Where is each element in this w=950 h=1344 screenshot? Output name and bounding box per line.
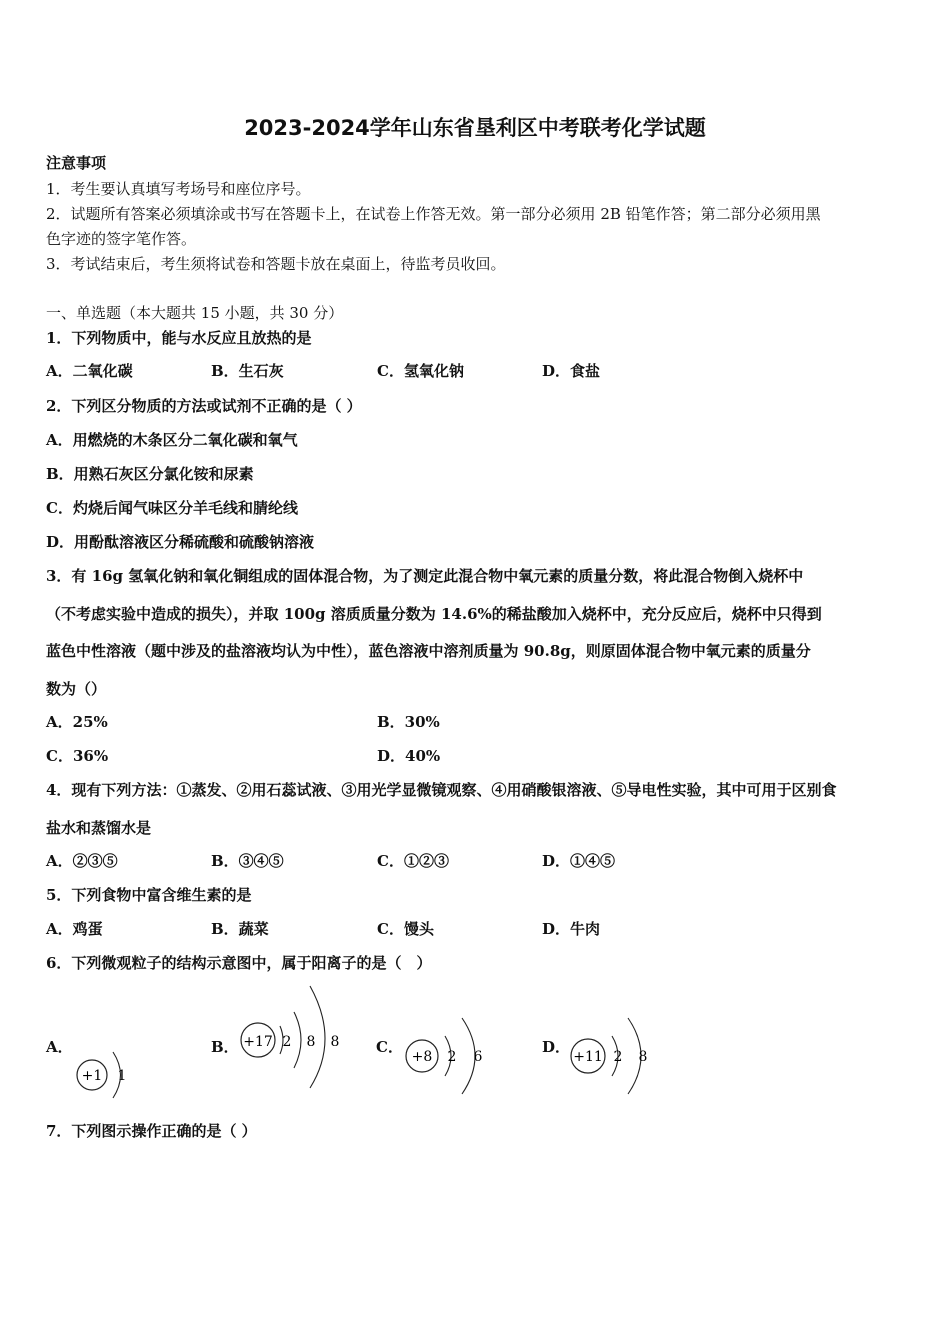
- electron-count: 2: [282, 1034, 292, 1050]
- atom-diagram-d: [568, 1014, 668, 1098]
- atom-b-svg: [236, 982, 356, 1092]
- electron-count: 8: [638, 1049, 648, 1065]
- q5-option-b: B．蔬菜: [211, 920, 269, 938]
- question-3-line: 数为（）: [46, 680, 107, 698]
- q6-option-a-label: A．: [46, 1038, 73, 1056]
- question-2-stem: 2．下列区分物质的方法或试剂不正确的是（ ）: [46, 397, 362, 415]
- q1-option-b: B．生石灰: [211, 362, 284, 380]
- q3-option-b: B．30%: [377, 713, 440, 731]
- nucleus-charge: +11: [573, 1049, 603, 1065]
- q3-option-a: A．25%: [46, 713, 108, 731]
- question-6-stem: 6．下列微观粒子的结构示意图中，属于阳离子的是（ ）: [46, 954, 432, 972]
- q4-option-d: D．①④⑤: [542, 852, 616, 870]
- electron-count: 1: [117, 1068, 127, 1084]
- atom-diagram-c: [402, 1014, 502, 1098]
- q3-option-d: D．40%: [377, 747, 441, 765]
- question-3-line: 3．有 16g 氢氧化钠和氧化铜组成的固体混合物，为了测定此混合物中氧元素的质量分数，将此混合物倒入烧杯中: [46, 567, 804, 585]
- question-4-line: 4．现有下列方法：①蒸发、②用石蕊试液、③用光学显微镜观察、④用硝酸银溶液、⑤导电性实验，其中可用于区别食: [46, 781, 837, 799]
- section-heading: 一、单选题（本大题共 15 小题，共 30 分）: [46, 304, 344, 322]
- q5-option-d: D．牛肉: [542, 920, 601, 938]
- nucleus-charge: +8: [411, 1049, 433, 1065]
- q1-option-a: A．二氧化碳: [46, 362, 133, 380]
- atom-a-svg: [70, 1044, 140, 1100]
- electron-count: 8: [306, 1034, 316, 1050]
- question-4-line: 盐水和蒸馏水是: [46, 819, 152, 837]
- nucleus-charge: +17: [243, 1034, 273, 1050]
- q3-option-c: C．36%: [46, 747, 109, 765]
- question-7-stem: 7．下列图示操作正确的是（ ）: [46, 1122, 257, 1140]
- atom-c-svg: [402, 1014, 502, 1098]
- q1-option-c: C．氢氧化钠: [377, 362, 464, 380]
- notice-item: 1．考生要认真填写考场号和座位序号。: [46, 180, 311, 198]
- q6-option-c-label: C．: [376, 1038, 403, 1056]
- electron-count: 2: [613, 1049, 623, 1065]
- question-5-stem: 5．下列食物中富含维生素的是: [46, 886, 252, 904]
- q6-option-b-label: B．: [211, 1038, 239, 1056]
- q5-option-c: C．馒头: [377, 920, 434, 938]
- atom-d-svg: [568, 1014, 668, 1098]
- q2-option-c: C．灼烧后闻气味区分羊毛线和腈纶线: [46, 499, 298, 517]
- electron-count: 2: [447, 1049, 457, 1065]
- notice-item: 色字迹的签字笔作答。: [46, 230, 197, 248]
- electron-count: 8: [330, 1034, 340, 1050]
- electron-shell: [294, 1012, 301, 1068]
- q4-option-c: C．①②③: [377, 852, 449, 870]
- atom-diagram-b: [236, 982, 356, 1092]
- q5-option-a: A．鸡蛋: [46, 920, 103, 938]
- notice-item: 3．考试结束后，考生须将试卷和答题卡放在桌面上，待监考员收回。: [46, 255, 506, 273]
- notice-heading: 注意事项: [46, 154, 107, 172]
- question-1-stem: 1．下列物质中，能与水反应且放热的是: [46, 329, 312, 347]
- page-title: 2023-2024学年山东省垦利区中考联考化学试题: [244, 116, 706, 140]
- q2-option-b: B．用熟石灰区分氯化铵和尿素: [46, 465, 254, 483]
- q1-option-d: D．食盐: [542, 362, 601, 380]
- q2-option-a: A．用燃烧的木条区分二氧化碳和氧气: [46, 431, 298, 449]
- atom-diagram-a: [70, 1044, 140, 1100]
- q4-option-a: A．②③⑤: [46, 852, 118, 870]
- q6-option-d-label: D．: [542, 1038, 571, 1056]
- notice-item: 2．试题所有答案必须填涂或书写在答题卡上，在试卷上作答无效。第一部分必须用 2B 铅笔作答；第二部分必须用黑: [46, 205, 821, 223]
- electron-count: 6: [473, 1049, 483, 1065]
- q2-option-d: D．用酚酞溶液区分稀硫酸和硫酸钠溶液: [46, 533, 315, 551]
- question-3-line: 蓝色中性溶液（题中涉及的盐溶液均认为中性），蓝色溶液中溶剂质量为 90.8g，则原固体混合物中氧元素的质量分: [46, 642, 811, 660]
- nucleus-charge: +1: [81, 1068, 103, 1084]
- question-3-line: （不考虑实验中造成的损失），并取 100g 溶质质量分数为 14.6%的稀盐酸加入烧杯中，充分反应后，烧杯中只得到: [46, 605, 822, 623]
- q4-option-b: B．③④⑤: [211, 852, 284, 870]
